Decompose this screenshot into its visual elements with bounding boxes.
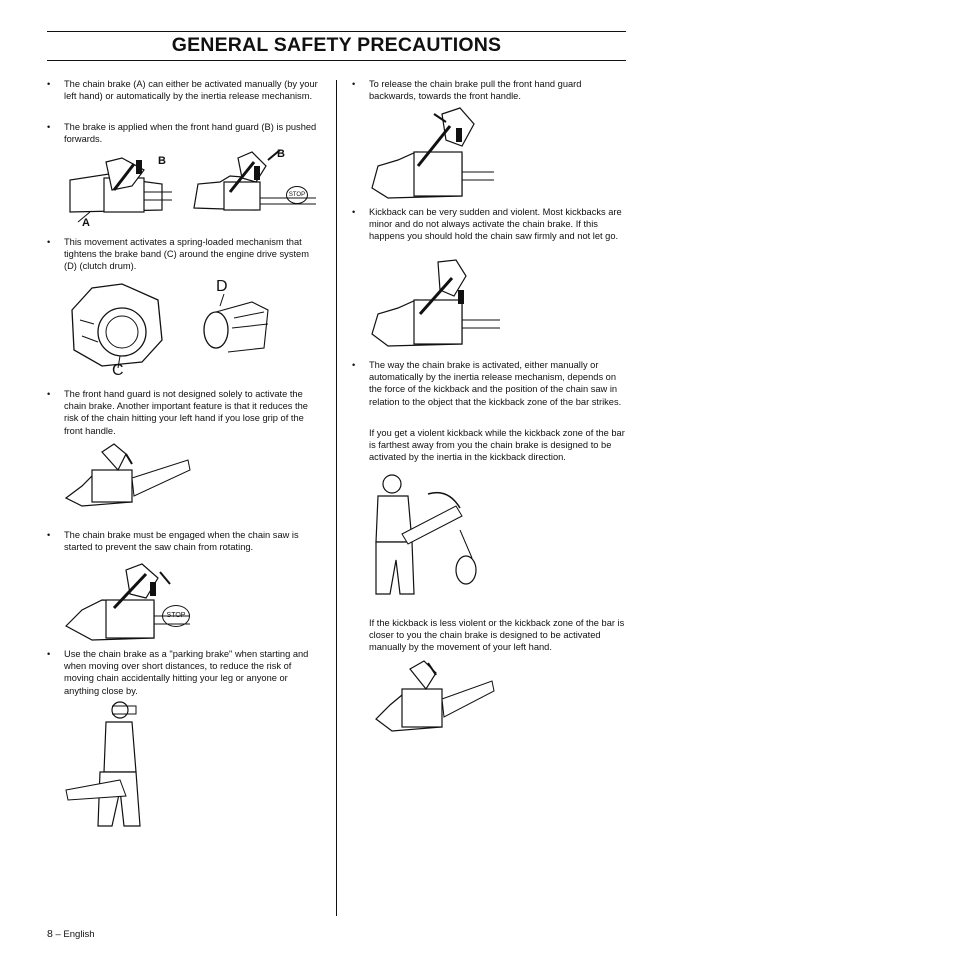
bullet-item <box>352 359 630 408</box>
bullet-text: The chain brake (A) can either be activated manually (by your left hand) or automatically by the inertia release mechanism. <box>64 79 318 102</box>
label-d: D <box>216 278 228 295</box>
clutch-drum-figure <box>198 278 273 358</box>
chainsaw-illustration <box>62 560 197 642</box>
footer-separator: – <box>55 929 61 940</box>
bullet-item <box>352 206 630 243</box>
clutch-drum-illustration <box>198 278 273 358</box>
carrying-chainsaw-figure <box>64 700 154 836</box>
bullet-text: The brake is applied when the front hand guard (B) is pushed forwards. <box>64 122 317 145</box>
label-a: A <box>82 217 90 229</box>
chainsaw-brake-figure-a <box>62 150 172 229</box>
bullet-item <box>47 121 323 145</box>
page-title: GENERAL SAFETY PRECAUTIONS <box>171 34 502 56</box>
chainsaw-illustration <box>62 150 172 225</box>
bullet-text: Kickback can be very sudden and violent. Most kickbacks are minor and do not always activate the chain brake. If this happens you should hold the chain saw firmly and not let go. <box>369 207 622 242</box>
footer-language: English <box>63 929 95 940</box>
bullet-item <box>47 236 323 273</box>
label-b: B <box>277 148 285 160</box>
kickback-grip-figure <box>368 258 502 346</box>
bullet-item <box>47 529 323 553</box>
chainsaw-illustration <box>368 258 502 346</box>
bullet-text: To release the chain brake pull the front hand guard backwards, towards the front handle. <box>369 79 582 102</box>
violent-kickback-figure <box>368 470 486 600</box>
bullet-text: The way the chain brake is activated, either manually or automatically by the inertia release mechanism, depends on the force of the kickback and the position of the chain saw in relation to the object that the kickback zone of the bar strikes. <box>369 360 622 407</box>
stop-sign: STOP <box>286 186 308 204</box>
bullet-item <box>47 78 323 102</box>
bullet-dot: • <box>47 237 51 247</box>
start-brake-figure <box>62 560 197 642</box>
brake-band-figure <box>62 280 172 378</box>
bullet-text: Use the chain brake as a "parking brake" when starting and when moving over short distances, to reduce the risk of moving chain accidentally hitting your leg or anyone or anything close by. <box>64 649 309 696</box>
bullet-dot: • <box>47 649 51 659</box>
title-bar <box>47 31 626 61</box>
chainsaw-illustration <box>190 148 320 218</box>
bullet-item <box>47 648 323 697</box>
label-c: C <box>112 362 124 379</box>
bullet-text: The front hand guard is not designed solely to activate the chain brake. Another important feature is that it reduces the risk of the chain hitting your left hand if you lose grip of the front handle. <box>64 389 308 436</box>
chainsaw-illustration <box>368 106 494 198</box>
chainsaw-brake-figure-b <box>190 148 320 218</box>
bullet-text: This movement activates a spring-loaded mechanism that tightens the brake band (C) around the engine drive system (D) (clutch drum). <box>64 237 309 272</box>
stop-sign: STOP <box>162 605 190 627</box>
paragraph: If you get a violent kickback while the kickback zone of the bar is farthest away from you the chain brake is designed to be activated by the inertia in the kickback direction. <box>369 428 625 463</box>
paragraph: If the kickback is less violent or the kickback zone of the bar is closer to you the chain brake is designed to be activated manually by the movement of your left hand. <box>369 618 625 653</box>
bullet-dot: • <box>47 530 51 540</box>
bullet-dot: • <box>47 389 51 399</box>
chainsaw-illustration <box>62 440 192 512</box>
release-brake-figure <box>368 106 494 198</box>
person-illustration <box>64 700 154 836</box>
column-divider <box>336 80 337 916</box>
bullet-dot: • <box>352 79 356 89</box>
bullet-dot: • <box>352 360 356 370</box>
page-footer <box>47 928 95 940</box>
person-illustration <box>368 470 486 600</box>
chainsaw-illustration <box>372 655 496 735</box>
bullet-item <box>47 388 323 437</box>
hand-guard-figure <box>62 440 192 512</box>
bullet-dot: • <box>352 207 356 217</box>
bullet-dot: • <box>47 79 51 89</box>
label-b: B <box>158 155 166 167</box>
manual-brake-figure <box>372 655 496 735</box>
bullet-dot: • <box>47 122 51 132</box>
bullet-text: The chain brake must be engaged when the chain saw is started to prevent the saw chain from rotating. <box>64 530 299 553</box>
bullet-item <box>352 78 630 102</box>
page-number: 8 <box>47 928 53 940</box>
